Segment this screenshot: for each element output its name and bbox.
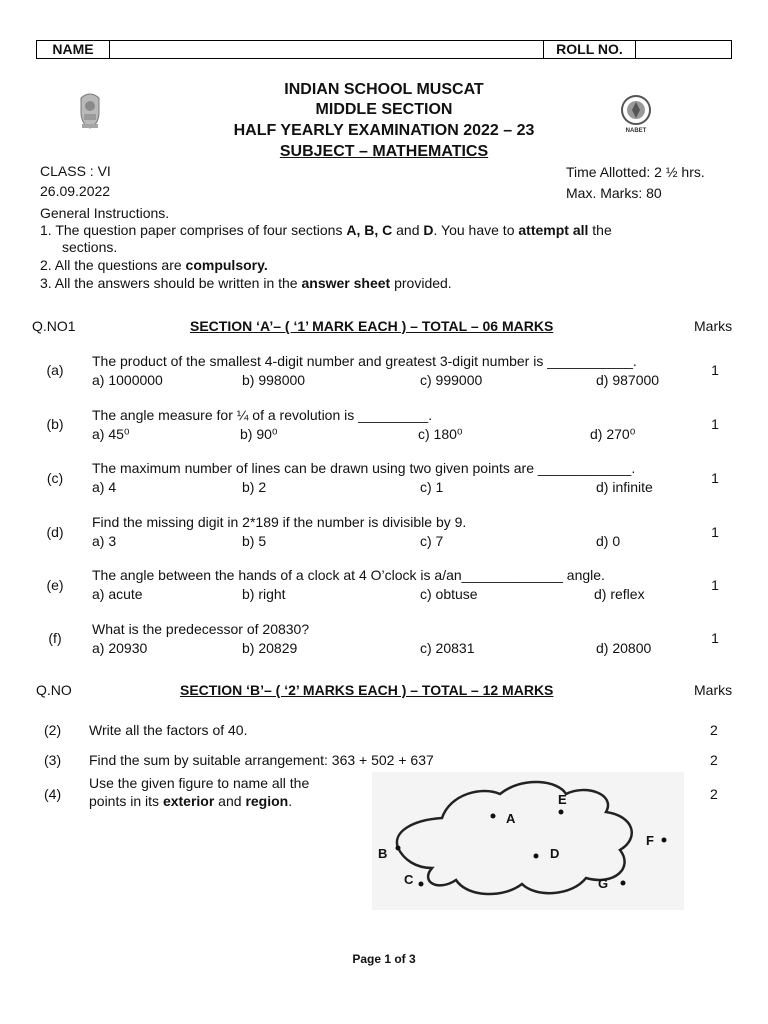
option-a: a) 45⁰: [92, 426, 130, 442]
question-letter: (b): [46, 416, 64, 432]
question-text: The angle between the hands of a clock at 4 O’clock is a/an_____________ angle.: [92, 567, 605, 583]
question-letter: (d): [46, 524, 64, 540]
point-c-dot: [419, 882, 424, 887]
option-b: b) 20829: [242, 640, 298, 656]
section-name: MIDDLE SECTION: [315, 101, 453, 118]
instruction-1: 1. The question paper comprises of four sections A, B, C and D. You have to attempt all the: [40, 222, 612, 238]
point-g-label: G: [598, 876, 609, 891]
question-mark: 1: [711, 577, 719, 593]
point-e-label: E: [558, 792, 567, 807]
option-a: a) 20930: [92, 640, 148, 656]
option-d: d) 0: [596, 533, 621, 549]
exam-date: 26.09.2022: [40, 183, 111, 199]
question-mark: 1: [711, 470, 719, 486]
question-number: (3): [44, 752, 62, 768]
section-a-qno: Q.NO1: [32, 318, 76, 334]
option-c: c) 999000: [420, 372, 483, 388]
question-mark: 1: [711, 524, 719, 540]
instruction-3: 3. All the answers should be written in the answer sheet provided.: [40, 275, 452, 291]
option-c: c) 180⁰: [418, 426, 463, 442]
question-number: (4): [44, 786, 62, 802]
question-text-line1: Use the given figure to name all the: [89, 775, 310, 791]
point-e-dot: [559, 810, 564, 815]
point-a-label: A: [506, 811, 516, 826]
question-text: What is the predecessor of 20830?: [92, 621, 310, 637]
point-f-dot: [662, 838, 667, 843]
option-c: c) obtuse: [420, 586, 478, 602]
subject-title: SUBJECT – MATHEMATICS: [279, 143, 489, 160]
option-c: c) 1: [420, 479, 444, 495]
question-mark: 1: [711, 630, 719, 646]
option-d: d) 270⁰: [590, 426, 636, 442]
name-field[interactable]: [110, 41, 544, 58]
option-d: d) reflex: [594, 586, 645, 602]
point-d-label: D: [550, 846, 560, 861]
question-text: Find the sum by suitable arrangement: 363 + 502 + 637: [89, 752, 434, 768]
svg-text:NABET: NABET: [625, 128, 647, 134]
name-label: NAME: [37, 41, 110, 58]
class-label: CLASS : VI: [40, 163, 111, 179]
roll-label: ROLL NO.: [544, 41, 636, 58]
option-b: b) 5: [242, 533, 267, 549]
question-mark: 2: [710, 786, 718, 802]
point-c-label: C: [404, 872, 414, 887]
page-number: Page 1 of 3: [352, 952, 416, 966]
option-b: b) 2: [242, 479, 267, 495]
option-c: c) 20831: [420, 640, 475, 656]
point-g-dot: [621, 881, 626, 886]
option-b: b) 90⁰: [240, 426, 278, 442]
option-d: d) 20800: [596, 640, 652, 656]
question-number: (2): [44, 722, 62, 738]
point-d-dot: [534, 854, 539, 859]
question-letter: (f): [48, 630, 62, 646]
option-c: c) 7: [420, 533, 444, 549]
name-roll-table: [36, 40, 732, 59]
section-a-marks-label: Marks: [694, 318, 733, 334]
option-a: a) 4: [92, 479, 117, 495]
roll-field[interactable]: [636, 41, 731, 58]
question-mark: 1: [711, 362, 719, 378]
question-text-line2: points in its exterior and region.: [89, 793, 293, 809]
option-b: b) right: [242, 586, 286, 602]
point-b-dot: [396, 846, 401, 851]
section-a-title: SECTION ‘A’– ( ‘1’ MARK EACH ) – TOTAL – 06 MARKS: [190, 318, 554, 334]
option-b: b) 998000: [242, 372, 306, 388]
question-letter: (a): [46, 362, 64, 378]
section-b-marks-label: Marks: [694, 682, 733, 698]
question-letter: (c): [46, 470, 64, 486]
option-a: a) acute: [92, 586, 143, 602]
option-d: d) infinite: [596, 479, 653, 495]
question-text: The product of the smallest 4-digit number and greatest 3-digit number is ___________.: [92, 353, 637, 369]
point-b-label: B: [378, 846, 388, 861]
question-text: Find the missing digit in 2*189 if the number is divisible by 9.: [92, 514, 467, 530]
instruction-1-cont: sections.: [62, 239, 118, 255]
option-a: a) 3: [92, 533, 117, 549]
max-marks: Max. Marks: 80: [566, 185, 662, 201]
question-text: Write all the factors of 40.: [89, 722, 248, 738]
point-a-dot: [491, 814, 496, 819]
time-allotted: Time Allotted: 2 ½ hrs.: [566, 164, 705, 180]
option-d: d) 987000: [596, 372, 660, 388]
question-mark: 2: [710, 752, 718, 768]
question-text: The angle measure for ¼ of a revolution is _________.: [92, 407, 433, 423]
section-b-title: SECTION ‘B’– ( ‘2’ MARKS EACH ) – TOTAL – 12 MARKS: [180, 682, 554, 698]
school-name: INDIAN SCHOOL MUSCAT: [284, 81, 484, 98]
option-a: a) 1000000: [92, 372, 163, 388]
question-letter: (e): [46, 577, 64, 593]
instructions-heading: General Instructions.: [40, 205, 170, 221]
question-mark: 1: [711, 416, 719, 432]
section-b-qno: Q.NO: [36, 682, 72, 698]
exam-title: HALF YEARLY EXAMINATION 2022 – 23: [233, 122, 535, 139]
instruction-2: 2. All the questions are compulsory.: [40, 257, 268, 273]
question-text: The maximum number of lines can be drawn using two given points are ____________.: [92, 460, 636, 476]
closed-curve-figure: [372, 772, 684, 910]
question-mark: 2: [710, 722, 718, 738]
point-f-label: F: [646, 833, 654, 848]
